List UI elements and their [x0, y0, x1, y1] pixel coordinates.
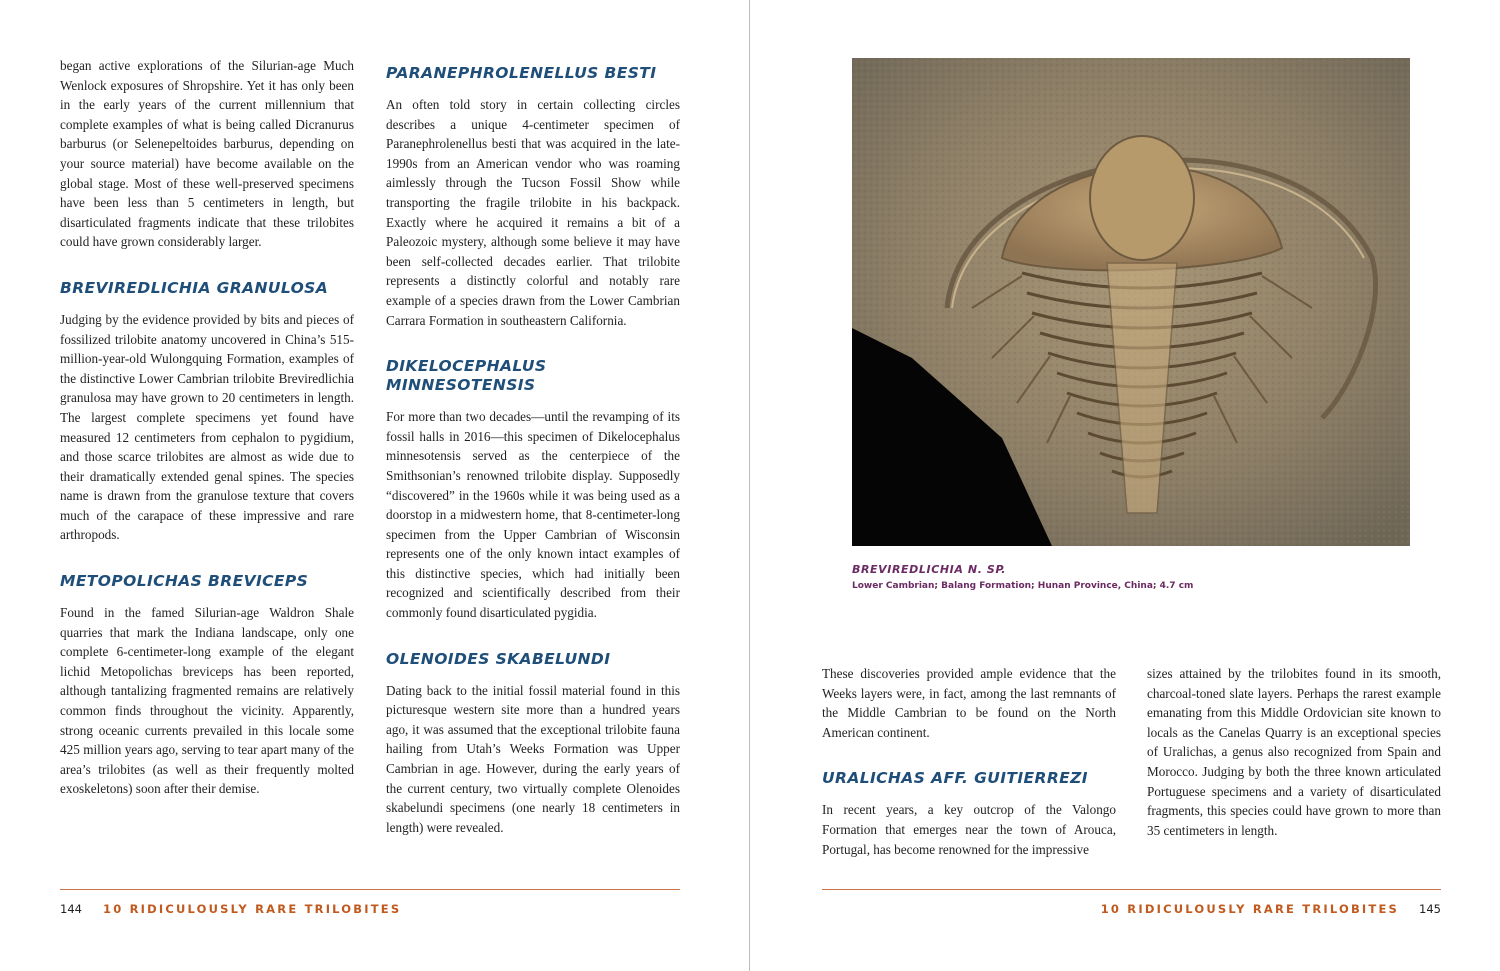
olenoides-paragraph: Dating back to the initial fossil material found in this picturesque western site more than a hundred years ago, it was assumed that the exceptional trilobite fauna hailing from Utah’s Weeks Formation was Upper Cambrian in age. However, during the early years of the current century, two virtually complete Olenoides skabelundi specimens (one nearly 18 centimeters in length) were revealed. — [386, 682, 680, 835]
heading-olenoides-skabelundi: OLENOIDES SKABELUNDI — [386, 649, 611, 668]
heading-uralichas: URALICHAS AFF. GUITIERREZI — [822, 769, 1088, 788]
right-footer-rule — [822, 889, 1441, 890]
left-column-2 — [386, 64, 680, 837]
heading-metopolichas-breviceps: METOPOLICHAS BREVICEPS — [60, 572, 309, 591]
trilobite-fossil-image — [852, 58, 1410, 546]
intro-paragraph: began active explorations of the Silurian-age Much Wenlock exposures of Shropshire. Yet it has only been in the early years of the current millennium that complete examples of what is being called Dicranurus barburus (or Selenepeltoides barburus, depending on your source material) have become available on the global stage. Most of these well-preserved specimens have been less than 5 centimeters in length, but disarticulated fragments indicate that these trilobites could have grown considerably larger. — [60, 58, 354, 250]
left-column-1 — [60, 56, 354, 799]
metopolichas-paragraph: Found in the famed Silurian-age Waldron Shale quarries that mark the Indiana landscape, only one complete 6-centimeter-long example of the elegant lichid Metopolichas breviceps has been reported, although tantalizing fragmented remains are relatively common finds throughout the vicinity. Apparently, strong oceanic currents prevailed in this locale some 425 million years ago, serving to tear apart many of the area’s trilobites (as well as their frequently molted exoskeletons) soon after their demise. — [60, 605, 354, 797]
page-gutter — [749, 0, 750, 971]
weeks-continuation-paragraph: These discoveries provided ample evidence that the Weeks layers were, in fact, among the last remnants of the Middle Cambrian to be found on the North American continent. — [822, 666, 1116, 740]
uralichas-continuation-paragraph: sizes attained by the trilobites found in its smooth, charcoal-toned slate layers. Perhaps the rarest example emanating from this Middle Ordovician site known to locals as the Canelas Quarry is an exceptional species of Uralichas, a genus also recognized from Spain and Morocco. Judging by both the three known articulated Portuguese specimens and a variety of disarticulated fragments, this species could have grown to more than 35 centimeters in length. — [1147, 666, 1441, 838]
right-page-number: 145 — [1419, 902, 1441, 916]
photo-caption-title: BREVIREDLICHIA N. SP. — [852, 563, 1007, 576]
heading-dikelocephalus-line1: DIKELOCEPHALUS — [386, 357, 547, 376]
trilobite-photo — [852, 58, 1410, 546]
breviredlichia-paragraph: Judging by the evidence provided by bits and pieces of fossilized trilobite anatomy uncovered in China’s 515-million-year-old Wulongquing Formation, examples of the distinctive Lower Cambrian trilobite Breviredlichia granulosa may have grown to 20 centimeters in length. The largest complete specimens yet found have measured 12 centimeters from cephalon to pygidium, and those scarce trilobites are almost as wide due to their dramatically extended genal spines. The species name is drawn from the granulose texture that covers much of the carapace of these impressive and rare arthropods. — [60, 311, 354, 543]
left-footer-rule — [60, 889, 680, 890]
heading-paranephrolenellus-besti: PARANEPHROLENELLUS BESTI — [386, 64, 657, 82]
paranephrolenellus-paragraph: An often told story in certain collecting circles describes a unique 4-centimeter specimen of Paranephrolenellus besti that was acquired in the late-1990s from an American vendor who was roaming aimlessly through the Tucson Fossil Show while transporting the fragile trilobite in his backpack. Exactly where he acquired it remains a bit of a Paleozoic mystery, although some believe it may have been self-collected decades earlier. That trilobite represents a distinctly colorful and notably rare example of a species drawn from the Lower Cambrian Carrara Formation in southeastern California. — [386, 97, 680, 328]
uralichas-paragraph: In recent years, a key outcrop of the Valongo Formation that emerges near the town of Arouca, Portugal, has become renowned for the impressive — [822, 802, 1116, 857]
right-column-2 — [1147, 664, 1441, 840]
heading-breviredlichia-granulosa: BREVIREDLICHIA GRANULOSA — [60, 278, 329, 297]
dikelocephalus-paragraph: For more than two decades—until the revamping of its fossil halls in 2016—this specimen of Dikelocephalus minnesotensis served as the centerpiece of the Smithsonian’s renowned trilobite display. Supposedly “discovered” in the 1960s while it was being used as a doorstop in a midwestern home, that 8-centimeter-long specimen from the Upper Cambrian of Wisconsin represents one of the only known intact examples of this distinctive species, which had initially been recognized and scientifically described from their commonly found disarticulated pygidia. — [386, 409, 680, 621]
left-page-number: 144 — [60, 902, 82, 916]
photo-caption-details: Lower Cambrian; Balang Formation; Hunan Province, China; 4.7 cm — [852, 581, 1194, 591]
right-running-head: 10 RIDICULOUSLY RARE TRILOBITES — [1100, 902, 1399, 916]
right-column-1 — [822, 664, 1116, 859]
heading-dikelocephalus-line2: MINNESOTENSIS — [386, 376, 536, 395]
left-running-head: 10 RIDICULOUSLY RARE TRILOBITES — [103, 902, 402, 916]
